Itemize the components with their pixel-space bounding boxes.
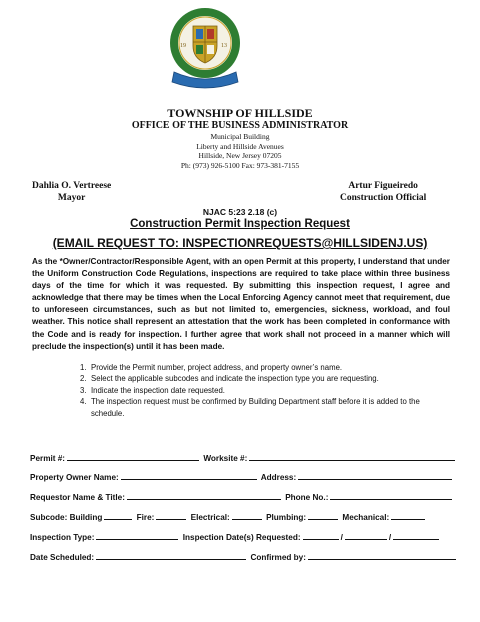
township-name: TOWNSHIP OF HILLSIDE <box>167 106 313 120</box>
inspection-dates-label: Inspection Date(s) Requested: <box>182 533 301 542</box>
email-instruction: (EMAIL REQUEST TO: INSPECTIONREQUESTS@HILLSIDENJ.US) <box>52 236 428 250</box>
plumbing-label: Plumbing: <box>266 513 307 522</box>
date-scheduled-label: Date Scheduled: <box>30 553 95 562</box>
worksite-field[interactable] <box>249 451 455 461</box>
owner-label: Property Owner Name: <box>30 473 119 482</box>
construction-official-title: Construction Official <box>340 193 427 203</box>
owner-field[interactable] <box>121 470 257 480</box>
fire-label: Fire: <box>136 513 155 522</box>
list-item: 3. Indicate the inspection date requested. <box>80 385 225 395</box>
building-field[interactable] <box>104 510 132 520</box>
list-item: 1. Provide the Permit number, project address, and property owner’s name. <box>80 363 343 372</box>
fire-field[interactable] <box>156 510 186 520</box>
form-row-owner <box>30 470 454 482</box>
mayor-name: Dahlia O. Vertreese <box>32 181 112 191</box>
mayor-title: Mayor <box>57 193 86 203</box>
construction-official-block <box>340 180 426 204</box>
date-day-field[interactable] <box>345 530 387 540</box>
address-block <box>0 132 480 170</box>
requestor-label: Requestor Name & Title: <box>30 493 125 502</box>
electrical-label: Electrical: <box>190 513 230 522</box>
seal-year-right: 13 <box>221 43 227 49</box>
address-field[interactable] <box>298 470 452 480</box>
inspection-type-field[interactable] <box>96 530 178 540</box>
electrical-field[interactable] <box>232 510 262 520</box>
street-line: Liberty and Hillside Avenues <box>196 141 284 151</box>
list-item: 2. Select the applicable subcodes and indicate the inspection type you are requesting. <box>80 374 379 384</box>
form-row-permit <box>30 451 454 463</box>
worksite-label: Worksite #: <box>203 454 248 463</box>
date-scheduled-field[interactable] <box>96 550 246 560</box>
attestation-paragraph: As the *Owner/Contractor/Responsible Agent, with an open Permit at this property, I understand that under the Uniform Construction Code Regulations, inspections are required to take place within three business days of the time for which it was requested. By submitting this inspection request, I agree and acknowledge that there may be times when the Local Enforcing Agency cannot meet that requirement, due to unforeseen circumstances, such as but not limited to, emergencies, sickness, workload, and foul weather. This notice shall represent an attestation that the work has been completed in conformance with the Code and is ready for inspection. I further agree that work shall not proceed in a manner which will preclude the inspection(s) until it has been made. <box>32 257 450 351</box>
form-row-scheduled <box>30 550 454 562</box>
instruction-list <box>80 362 450 419</box>
phone-field[interactable] <box>330 490 452 500</box>
list-item: 4. The inspection request must be confirmed by Building Department staff before it is added to the schedule. <box>80 397 420 418</box>
address-label: Address: <box>260 473 297 482</box>
plumbing-field[interactable] <box>308 510 338 520</box>
form-row-subcodes <box>30 510 454 522</box>
permit-label: Permit #: <box>30 454 66 463</box>
form-row-requestor <box>30 490 454 502</box>
date-year-field[interactable] <box>393 530 439 540</box>
permit-field[interactable] <box>67 451 199 461</box>
construction-official-name: Artur Figueiredo <box>348 181 418 191</box>
inspection-type-label: Inspection Type: <box>30 533 95 542</box>
city-line: Hillside, New Jersey 07205 <box>198 151 282 160</box>
requestor-field[interactable] <box>127 490 281 500</box>
date-separator: / <box>388 533 392 542</box>
regulation-citation: NJAC 5:23 2.18 (c) <box>202 207 278 217</box>
building-line: Municipal Building <box>210 132 270 141</box>
office-name: OFFICE OF THE BUSINESS ADMINISTRATOR <box>131 120 349 131</box>
form-row-inspection <box>30 530 454 542</box>
confirmed-by-label: Confirmed by: <box>250 553 306 562</box>
mechanical-label: Mechanical: <box>342 513 390 522</box>
date-separator: / <box>340 533 343 542</box>
seal-year-left: 19 <box>180 43 186 49</box>
phone-label: Phone No.: <box>285 493 329 502</box>
mayor-block <box>32 180 111 204</box>
subcode-building-label: Subcode: Building <box>30 513 103 522</box>
phone-line: Ph: (973) 926-5100 Fax: 973-381-7155 <box>180 160 300 170</box>
confirmed-by-field[interactable] <box>308 550 456 560</box>
mechanical-field[interactable] <box>391 510 425 520</box>
date-month-field[interactable] <box>303 530 339 540</box>
township-seal-logo <box>168 6 242 90</box>
form-title: Construction Permit Inspection Request <box>130 218 350 230</box>
